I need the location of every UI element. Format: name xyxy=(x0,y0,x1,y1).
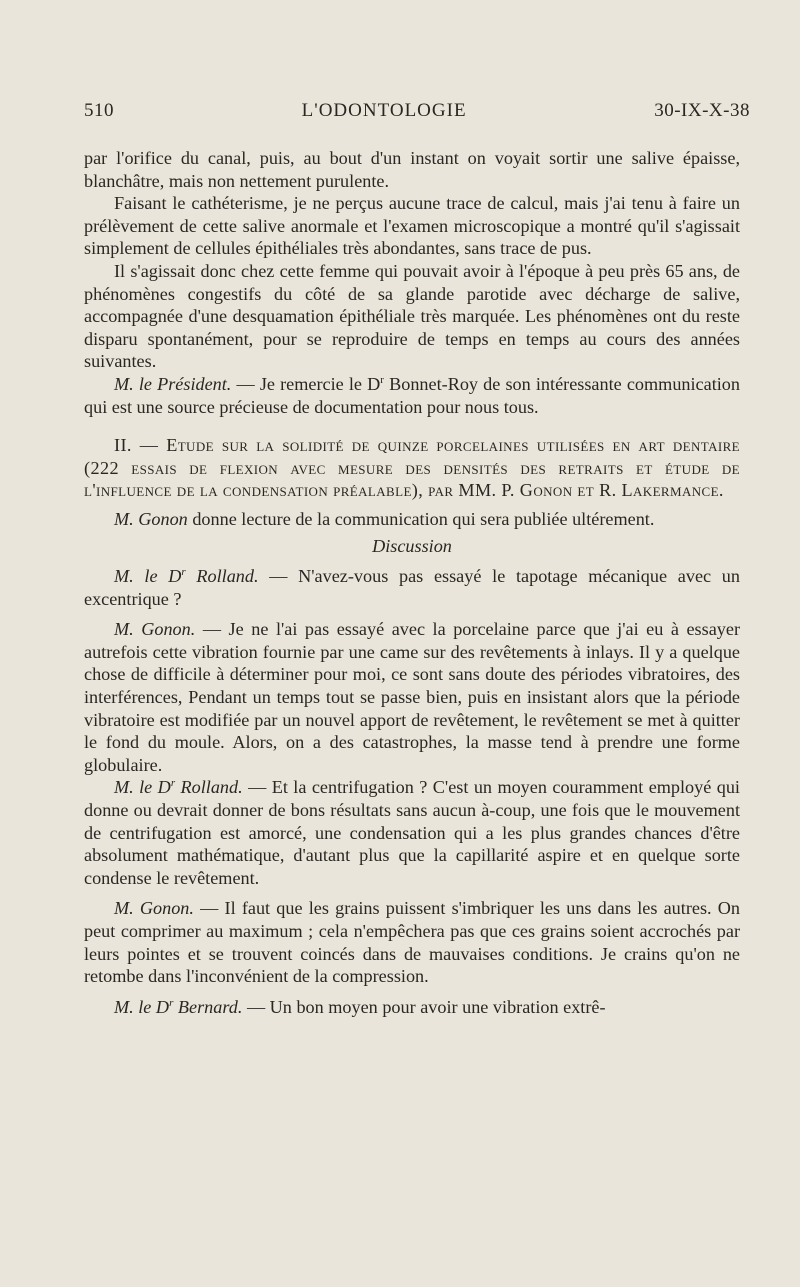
speech-text: — Et la centrifugation ? C'est un moyen couramment employé qui donne ou devrait donner de bons résultats sans aucun à-coup, une fois que le mouvement de centrifugation est amorcé, une condensation qui a les plus grandes chances d'être absolument mathématique, d'autant plus que la capillarité aspire et en quelque sorte condense le revêtement. xyxy=(84,777,740,888)
speech-text: — Un bon moyen pour avoir une vibration extrê- xyxy=(242,996,606,1017)
paragraph-2: Faisant le cathéterisme, je ne perçus aucune trace de calcul, mais j'ai tenu à faire un prélèvement de cette salive anormale et l'examen microscopique a montré qu'il s'agissait simplement de cellules épithéliales très abondantes, sans trace de pus. xyxy=(84,193,740,259)
paragraph-gonon-2 xyxy=(84,897,740,987)
superscript: r xyxy=(169,996,174,1009)
speaker-title: M. le D xyxy=(114,996,170,1017)
speaker-name xyxy=(114,566,259,586)
speech-text: — N'avez-vous pas essayé le tapotage mécanique avec un excentrique ? xyxy=(84,566,740,609)
discussion-heading: Discussion xyxy=(372,535,452,556)
section-heading: II. — Etude sur la solidité de quinze porcelaines utilisées en art dentaire (222 essais de flexion avec mesure des densités des retraits et étude de l'influence de la condensation préalable), par MM. P. Gonon et R. Lakermance. xyxy=(84,435,740,501)
paragraph-rolland-2 xyxy=(84,776,740,889)
speaker-name: M. le Président. xyxy=(114,373,232,394)
speech-text: donne lecture de la communication qui sera publiée ultérement. xyxy=(187,508,655,529)
superscript: r xyxy=(181,566,186,579)
page-number: 510 xyxy=(84,100,114,121)
speech-text: — Je remercie le D xyxy=(231,373,381,394)
superscript: r xyxy=(170,777,176,790)
paragraph-bernard xyxy=(84,996,740,1019)
page-body xyxy=(84,147,740,1018)
paragraph-3: Il s'agissait donc chez cette femme qui pouvait avoir à l'époque à peu près 65 ans, de phénomènes congestifs du côté de sa glande parotide avec décharge de salive, accompagnée d'une desquamation épithéliale très marquée. Les phénomènes ont du reste disparu spontanément, pour se reproduire de temps en temps au cours des années suivantes. xyxy=(84,260,740,372)
paragraph-rolland-1 xyxy=(84,565,740,610)
speaker-surname: Bernard. xyxy=(173,996,243,1017)
paragraph-president xyxy=(84,373,740,418)
paragraph-gonon-reading xyxy=(84,508,740,531)
issue-date: 30-IX-X-38 xyxy=(654,100,750,121)
speaker-name: M. Gonon xyxy=(114,508,188,529)
running-header xyxy=(84,100,750,122)
speaker-title: M. le D xyxy=(114,777,171,798)
speaker-name xyxy=(114,777,243,797)
speaker-surname: Rolland. xyxy=(175,777,243,798)
speaker-surname: Rolland. xyxy=(185,566,259,587)
running-title: L'ODONTOLOGIE xyxy=(301,100,467,121)
speech-text: — Il faut que les grains puissent s'imbriquer les uns dans les autres. On peut comprimer au maximum ; cela n'empêchera pas que ces grains soient accrochés par leurs pointes et se trouvent coincés dans de mauvaises conditions. Je crains qu'on ne retombe dans l'inconvénient de la compression. xyxy=(84,898,740,987)
paragraph-gonon-1 xyxy=(84,618,740,776)
paragraph-1: par l'orifice du canal, puis, au bout d'un instant on voyait sortir une salive épaisse, blanchâtre, mais non nettement purulente. xyxy=(84,148,740,191)
speaker-name xyxy=(114,997,242,1017)
superscript: r xyxy=(380,373,384,386)
speaker-name: M. Gonon. xyxy=(114,619,196,640)
speaker-name: M. Gonon. xyxy=(114,898,194,919)
speech-text-rest: Bonnet-Roy de son intéressante communication qui est une source précieuse de documentation pour nous tous. xyxy=(84,373,740,417)
speech-text: — Je ne l'ai pas essayé avec la porcelaine parce que j'ai eu à essayer autrefois cette vibration fournie par une came sur des revêtements à inlays. Il y a quelque chose de difficile à déterminer pour moi, ce sont sans doute des périodes vibratoires, des interférences, Pendant un temps tout se passe bien, puis en insistant alors que la période vibratoire est modifiée par un nouvel apport de revêtement, le revêtement se met à quitter le fond du moule. Alors, on a des catastrophes, la masse tend à prendre une forme globulaire. xyxy=(84,619,740,775)
speaker-title: M. le D xyxy=(114,566,182,587)
